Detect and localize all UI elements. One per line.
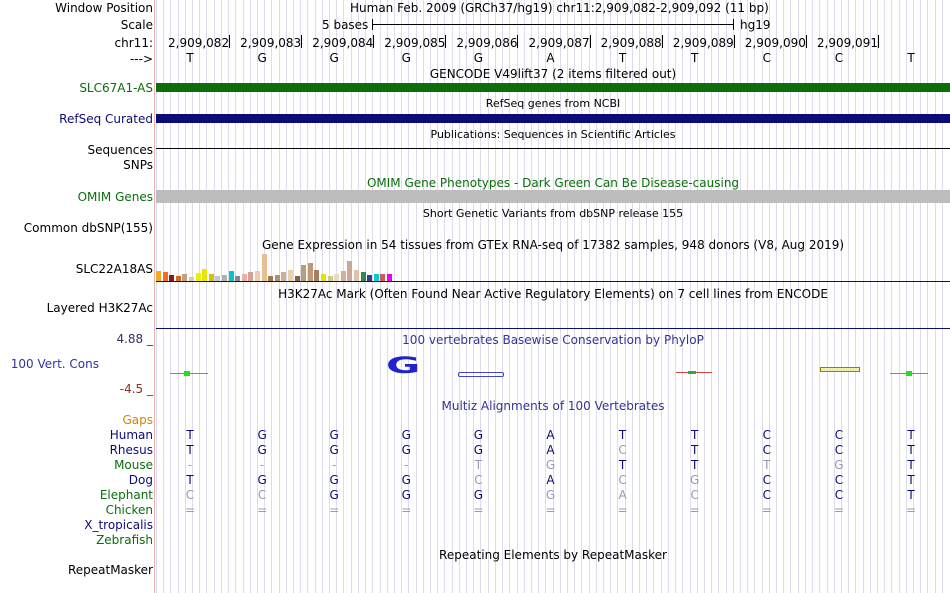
gtex-tissue-bar[interactable]: [380, 274, 385, 281]
refseq-feature[interactable]: [156, 114, 950, 123]
omim-feature[interactable]: [156, 190, 950, 203]
alignment-base: =: [545, 503, 556, 517]
species-label[interactable]: Zebrafish: [96, 533, 153, 547]
ruler-tick: [662, 35, 663, 48]
label-separator: [154, 0, 155, 593]
gtex-tissue-bar[interactable]: [321, 274, 326, 281]
gtex-tissue-bar[interactable]: [374, 274, 379, 281]
scale-bar: [372, 24, 734, 25]
dna-base: G: [401, 51, 411, 65]
gtex-tissue-bar[interactable]: [347, 261, 352, 281]
ruler-tick: [806, 35, 807, 48]
gtex-tissue-bar[interactable]: [182, 274, 187, 281]
alignment-base: T: [691, 428, 699, 442]
ruler-position: 2,909,089: [672, 36, 734, 50]
alignment-base: G: [545, 488, 556, 502]
alignment-base: T: [618, 428, 627, 442]
species-label[interactable]: X_tropicalis: [84, 518, 153, 532]
alignment-base: A: [546, 473, 555, 487]
alignment-base: C: [762, 428, 771, 442]
gtex-tissue-bar[interactable]: [242, 274, 247, 281]
alignment-base: A: [546, 443, 555, 457]
alignment-base: =: [257, 503, 268, 517]
alignment-base: C: [618, 473, 627, 487]
gtex-tissue-bar[interactable]: [209, 274, 214, 281]
gtex-tissue-bar[interactable]: [288, 270, 293, 281]
snps-track-label[interactable]: SNPs: [123, 158, 153, 172]
ruler-tick: [373, 35, 374, 48]
alignment-base: T: [907, 488, 915, 502]
species-label[interactable]: Dog: [128, 473, 153, 487]
alignment-base: T: [691, 458, 699, 472]
dna-base: G: [473, 51, 484, 65]
omim-track-title: OMIM Gene Phenotypes - Dark Green Can Be Disease-causing: [366, 176, 740, 190]
gtex-tissue-bar[interactable]: [281, 272, 286, 281]
window-position-label: Window Position: [55, 1, 153, 15]
publications-line: [156, 148, 950, 149]
ruler-position: 2,909,084: [312, 36, 374, 50]
alignment-base: =: [689, 503, 700, 517]
ruler-position: 2,909,087: [528, 36, 590, 50]
phylop-mark: [906, 371, 912, 376]
refseq-track-title: RefSeq genes from NCBI: [485, 97, 621, 110]
publications-track-title: Publications: Sequences in Scientific Articles: [430, 128, 676, 141]
gencode-feature[interactable]: [156, 83, 950, 92]
phylop-mark: [458, 372, 504, 377]
gtex-tissue-bar[interactable]: [387, 274, 392, 281]
ruler-position: 2,909,083: [240, 36, 302, 50]
dna-base: G: [329, 51, 339, 65]
alignment-base: G: [257, 428, 267, 442]
h3k27ac-baseline: [156, 328, 950, 329]
ruler-tick: [734, 35, 735, 48]
ruler-position: 2,909,085: [384, 36, 446, 50]
alignment-base: C: [474, 473, 483, 487]
alignment-base: T: [618, 458, 627, 472]
alignment-base: =: [329, 503, 340, 517]
alignment-base: T: [907, 458, 915, 472]
dbsnp-track-title: Short Genetic Variants from dbSNP release 155: [422, 207, 684, 220]
gtex-tissue-bar[interactable]: [314, 270, 319, 281]
ruler-position: 2,909,088: [600, 36, 662, 50]
alignment-base: C: [690, 488, 699, 502]
alignment-base: =: [833, 503, 844, 517]
alignment-base: G: [401, 488, 411, 502]
strand-label: --->: [129, 52, 153, 66]
alignment-base: =: [184, 503, 196, 517]
ruler-tick: [301, 35, 302, 48]
alignment-base: G: [257, 443, 267, 457]
window-position-text: Human Feb. 2009 (GRCh37/hg19) chr11:2,909,082-2,909,092 (11 bp): [350, 1, 769, 15]
alignment-base: T: [474, 458, 483, 472]
h3k27ac-track-title: H3K27Ac Mark (Often Found Near Active Regulatory Elements) on 7 cell lines from ENCODE: [278, 287, 828, 301]
gtex-tissue-bar[interactable]: [301, 265, 306, 281]
alignment-base: G: [473, 488, 484, 502]
ruler-tick: [445, 35, 446, 48]
h3k27ac-track-label[interactable]: Layered H3K27Ac: [46, 301, 153, 315]
gtex-tissue-bar[interactable]: [262, 254, 267, 281]
alignment-base: G: [473, 428, 484, 442]
alignment-base: C: [834, 443, 844, 457]
repeatmasker-track-label[interactable]: RepeatMasker: [67, 563, 153, 577]
alignment-base: -: [187, 458, 193, 472]
alignment-base: G: [329, 443, 339, 457]
species-label[interactable]: Mouse: [114, 458, 153, 472]
alignment-base: G: [329, 428, 339, 442]
species-label[interactable]: Elephant: [99, 488, 153, 502]
species-label[interactable]: Human: [109, 428, 153, 442]
ruler-tick: [229, 35, 230, 48]
dna-base: T: [907, 51, 915, 65]
alignment-base: -: [332, 458, 337, 472]
ruler-tick: [878, 35, 879, 48]
ruler-tick: [517, 35, 518, 48]
gtex-tissue-bar[interactable]: [255, 271, 260, 281]
gtex-tissue-bar[interactable]: [341, 271, 346, 281]
alignment-base: T: [691, 443, 699, 457]
alignment-base: G: [329, 488, 339, 502]
publications-track-label[interactable]: Sequences: [87, 143, 153, 157]
alignment-base: G: [329, 473, 339, 487]
dna-base: T: [618, 51, 627, 65]
dna-base: G: [257, 51, 267, 65]
gtex-tissue-bar[interactable]: [354, 270, 359, 281]
species-label[interactable]: Chicken: [105, 503, 153, 517]
multiz-track-title: Multiz Alignments of 100 Vertebrates: [441, 399, 665, 413]
gtex-tissue-bar[interactable]: [202, 269, 207, 281]
alignment-base: C: [185, 488, 195, 502]
gtex-tissue-bar[interactable]: [308, 263, 313, 281]
phylop-mark: [820, 367, 860, 372]
assembly-label: hg19: [740, 18, 771, 32]
alignment-base: C: [618, 443, 627, 457]
alignment-base: C: [834, 428, 844, 442]
alignment-base: C: [834, 488, 844, 502]
gencode-track-label[interactable]: SLC67A1-AS: [79, 81, 153, 95]
dna-base: A: [546, 51, 555, 65]
alignment-base: G: [257, 473, 267, 487]
gencode-track-title: GENCODE V49lift37 (2 items filtered out): [429, 67, 677, 81]
alignment-base: T: [907, 443, 915, 457]
scale-text: 5 bases: [322, 18, 369, 32]
phylop-logo-g-icon: G: [386, 354, 421, 379]
alignment-base: G: [473, 443, 484, 457]
chrom-label: chr11:: [114, 36, 153, 50]
gtex-tissue-bar[interactable]: [248, 272, 253, 281]
alignment-base: T: [907, 428, 915, 442]
gtex-track-title: Gene Expression in 54 tissues from GTEx RNA-seq of 17382 samples, 948 donors (V8, Aug 2019): [261, 238, 845, 252]
alignment-base: G: [401, 443, 411, 457]
alignment-base: G: [401, 473, 411, 487]
dna-base: T: [691, 51, 699, 65]
alignment-base: T: [186, 443, 194, 457]
gtex-tissue-bar[interactable]: [334, 274, 339, 281]
scale-bar-left-tick: [372, 19, 373, 30]
phylop-track-title: 100 vertebrates Basewise Conservation by PhyloP: [402, 333, 704, 347]
phylop-track-label[interactable]: 100 Vert. Cons: [10, 357, 99, 371]
alignment-base: G: [545, 458, 556, 472]
gtex-baseline: [156, 281, 950, 282]
phylop-mark: [688, 371, 696, 374]
phylop-mark: [184, 371, 190, 376]
alignment-base: G: [834, 458, 844, 472]
alignment-base: T: [186, 473, 194, 487]
alignment-base: T: [186, 428, 194, 442]
refseq-track-label[interactable]: RefSeq Curated: [59, 112, 153, 126]
dna-base: T: [186, 51, 194, 65]
gtex-tissue-bar[interactable]: [229, 271, 234, 281]
dna-base: C: [834, 51, 844, 65]
gtex-track-label[interactable]: SLC22A18AS: [75, 262, 153, 276]
alignment-base: =: [761, 503, 772, 517]
ruler-position: 2,909,090: [744, 36, 806, 50]
ruler-position: 2,909,086: [456, 36, 518, 50]
alignment-base: -: [404, 458, 409, 472]
gtex-tissue-bar[interactable]: [196, 273, 201, 281]
alignment-base: =: [473, 503, 484, 517]
gtex-tissue-bar[interactable]: [163, 272, 168, 281]
alignment-base: A: [618, 488, 627, 502]
alignment-base: C: [762, 473, 771, 487]
alignment-base: C: [762, 443, 771, 457]
alignment-base: =: [905, 503, 917, 517]
ruler-tick: [590, 35, 591, 48]
alignment-base: C: [257, 488, 267, 502]
scale-label: Scale: [120, 18, 153, 32]
omim-track-label[interactable]: OMIM Genes: [77, 190, 153, 204]
ruler-position: 2,909,082: [168, 36, 230, 50]
alignment-base: C: [762, 488, 771, 502]
alignment-base: =: [617, 503, 628, 517]
alignment-base: G: [690, 473, 700, 487]
alignment-base: G: [401, 428, 411, 442]
gaps-label: Gaps: [122, 413, 153, 427]
phylop-max-label: 4.88 _: [116, 332, 153, 346]
gtex-tissue-bar[interactable]: [361, 272, 366, 281]
gtex-bar-chart[interactable]: [156, 252, 950, 282]
alignment-base: T: [763, 458, 771, 472]
scale-bar-right-tick: [733, 19, 734, 30]
gtex-tissue-bar[interactable]: [156, 271, 161, 281]
alignment-base: T: [907, 473, 915, 487]
species-label[interactable]: Rhesus: [109, 443, 153, 457]
phylop-min-label: -4.5 _: [119, 382, 153, 396]
dna-base: C: [762, 51, 771, 65]
alignment-base: =: [401, 503, 412, 517]
alignment-base: A: [546, 428, 555, 442]
alignment-base: -: [259, 458, 265, 472]
dbsnp-track-label[interactable]: Common dbSNP(155): [23, 221, 153, 235]
ruler-position: 2,909,091: [816, 36, 878, 50]
repeatmasker-track-title: Repeating Elements by RepeatMasker: [439, 548, 667, 562]
alignment-base: C: [834, 473, 844, 487]
